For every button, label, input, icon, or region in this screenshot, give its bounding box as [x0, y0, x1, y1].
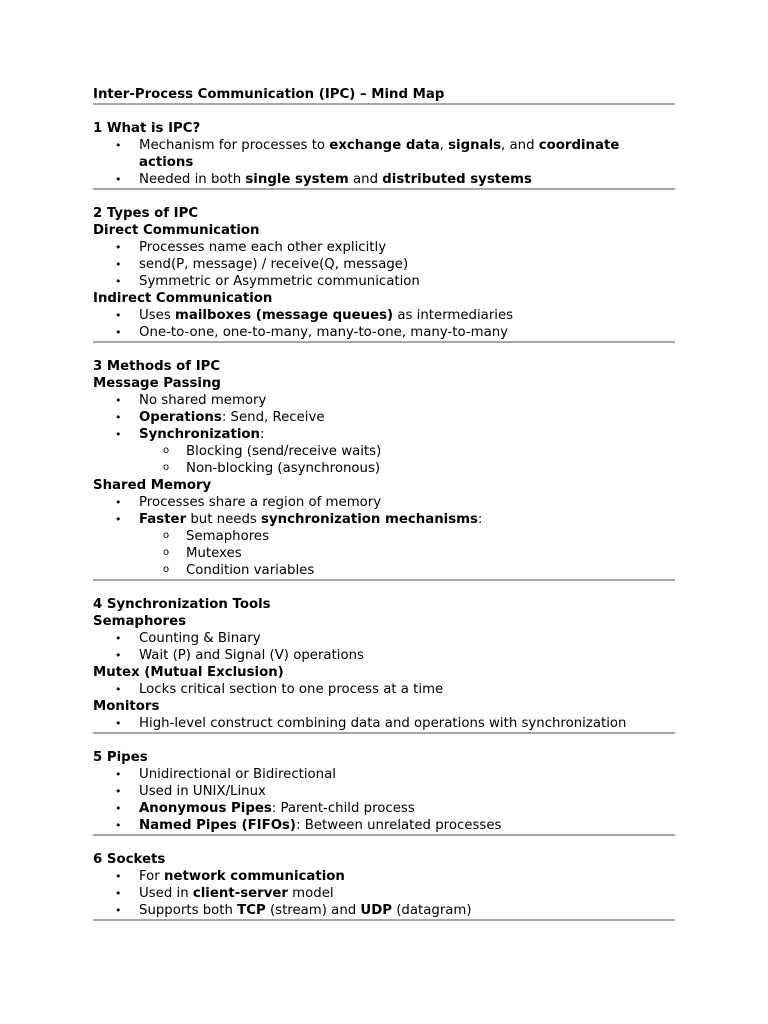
document-page [93, 86, 675, 921]
list-item: • Processes share a region of memory [93, 494, 675, 511]
subheading-semaphores: Semaphores [93, 614, 187, 629]
section-heading-methods-of-ipc: 3 Methods of IPC [93, 359, 221, 374]
list-item: • High-level construct combining data and operations with synchronization [93, 715, 675, 732]
list-item: • Synchronization: [93, 426, 675, 443]
list-item: • Uses mailboxes (message queues) as intermediaries [93, 307, 675, 324]
subheading-message-passing: Message Passing [93, 376, 221, 391]
subheading-indirect-communication: Indirect Communication [93, 291, 273, 306]
section-heading-types-of-ipc: 2 Types of IPC [93, 206, 199, 221]
list-item: • Locks critical section to one process at a time [93, 681, 675, 698]
list-item: • Processes name each other explicitly [93, 239, 675, 256]
list-item: • Symmetric or Asymmetric communication [93, 273, 675, 290]
list-item: • Counting & Binary [93, 630, 675, 647]
list-item: • Wait (P) and Signal (V) operations [93, 647, 675, 664]
list-item: • One-to-one, one-to-many, many-to-one, many-to-many [93, 324, 675, 341]
section-heading-synchronization-tools: 4 Synchronization Tools [93, 597, 271, 612]
list-item: • Needed in both single system and distributed systems [93, 171, 675, 188]
subheading-monitors: Monitors [93, 699, 160, 714]
list-item: • Anonymous Pipes: Parent-child process [93, 800, 675, 817]
list-item: • Faster but needs synchronization mechanisms: [93, 511, 675, 528]
sub-list-item: o Blocking (send/receive waits) [93, 443, 675, 460]
subheading-shared-memory: Shared Memory [93, 478, 212, 493]
page-title: Inter-Process Communication (IPC) – Mind Map [93, 87, 445, 102]
section-heading-sockets: 6 Sockets [93, 852, 166, 867]
list-item: • Used in UNIX/Linux [93, 783, 675, 800]
list-item: • send(P, message) / receive(Q, message) [93, 256, 675, 273]
sub-list-item: o Mutexes [93, 545, 675, 562]
list-item: • For network communication [93, 868, 675, 885]
list-item: • Operations: Send, Receive [93, 409, 675, 426]
list-item: • Unidirectional or Bidirectional [93, 766, 675, 783]
list-item: • Used in client-server model [93, 885, 675, 902]
list-item: • Mechanism for processes to exchange data, signals, and coordinate actions [93, 137, 675, 171]
list-item: • No shared memory [93, 392, 675, 409]
section-heading-what-is-ipc: 1 What is IPC? [93, 121, 201, 136]
sub-list-item: o Semaphores [93, 528, 675, 545]
divider [93, 919, 675, 921]
subheading-direct-communication: Direct Communication [93, 223, 260, 238]
sub-list-item: o Condition variables [93, 562, 675, 579]
subheading-mutex: Mutex (Mutual Exclusion) [93, 665, 284, 680]
list-item: • Named Pipes (FIFOs): Between unrelated processes [93, 817, 675, 834]
section-heading-pipes: 5 Pipes [93, 750, 148, 765]
list-item: • Supports both TCP (stream) and UDP (datagram) [93, 902, 675, 919]
sub-list-item: o Non-blocking (asynchronous) [93, 460, 675, 477]
